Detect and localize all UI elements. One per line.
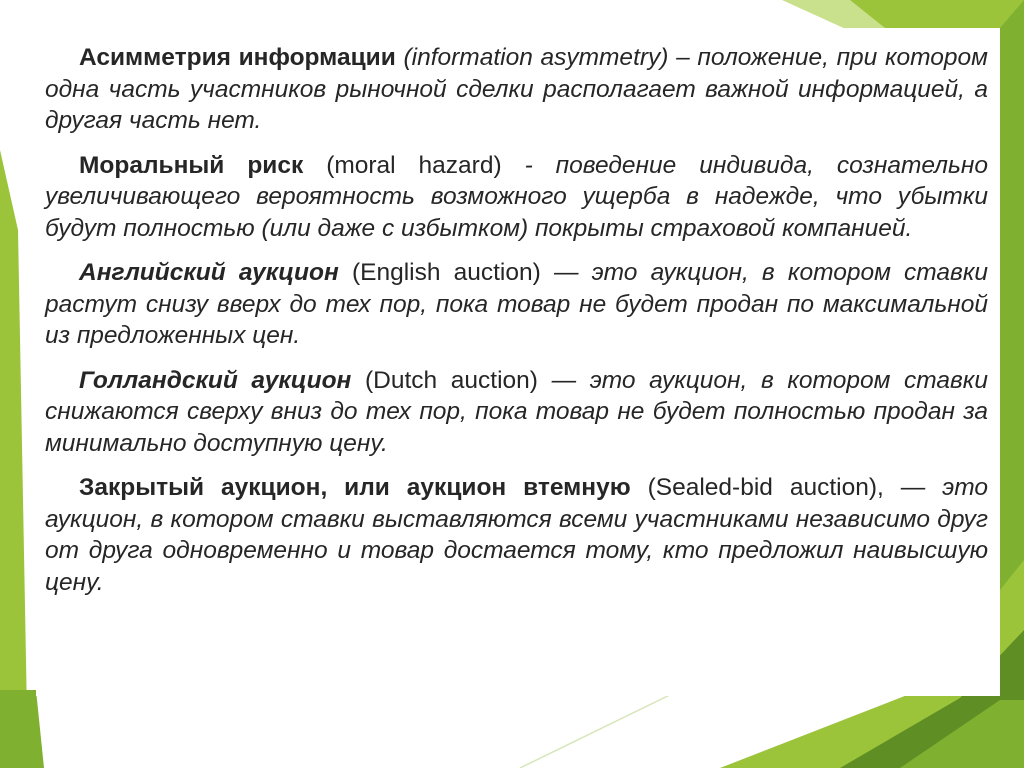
term-definition: - поведение индивида, сознательно увеличивающего вероятность возможного ущерба в надежде, что убытки будут полностью (или даже с избытком) покрыты страховой компанией. — [45, 151, 988, 242]
term-english: (Dutch auction) — [364, 366, 538, 394]
paragraph-dutch-auction — [45, 365, 988, 460]
term-title: Моральный риск — [79, 151, 304, 179]
paragraph-sealed-bid-auction — [45, 472, 988, 598]
term-definition: – положение, при котором одна часть участников рыночной сделки располагает важной информацией, а другая часть нет. — [45, 44, 988, 134]
content-textbox — [36, 28, 1000, 696]
term-title: Английский аукцион — [79, 259, 339, 286]
term-definition: — это аукцион, в котором ставки снижаются сверху вниз до тех пор, пока товар не будет полностью продан за минимально доступную цену. — [45, 366, 988, 457]
left-bottom-corner — [0, 690, 44, 768]
term-english: (Sealed-bid auction), — [647, 474, 884, 501]
bottom-thin-line — [520, 690, 680, 768]
term-title: Закрытый аукцион, или аукцион втемную — [79, 474, 631, 501]
left-green-strip — [0, 150, 28, 768]
paragraph-information-asymmetry — [45, 42, 988, 137]
paragraph-moral-hazard — [45, 150, 988, 245]
term-title: Голландский аукцион — [79, 366, 352, 394]
term-definition: — это аукцион, в котором ставки выставляются всеми участниками независимо друг от друга одновременно и товар достается тому, кто предложил наивысшую цену. — [45, 474, 988, 596]
term-english: (information asymmetry) — [403, 44, 669, 71]
term-english: (English auction) — [351, 259, 541, 286]
term-definition: — это аукцион, в котором ставки растут снизу вверх до тех пор, пока товар не будет продан по максимальной из предложенных цен. — [45, 259, 989, 349]
term-title: Асимметрия информации — [79, 44, 396, 71]
term-english: (moral hazard) — [326, 151, 502, 179]
paragraph-english-auction — [45, 257, 988, 352]
